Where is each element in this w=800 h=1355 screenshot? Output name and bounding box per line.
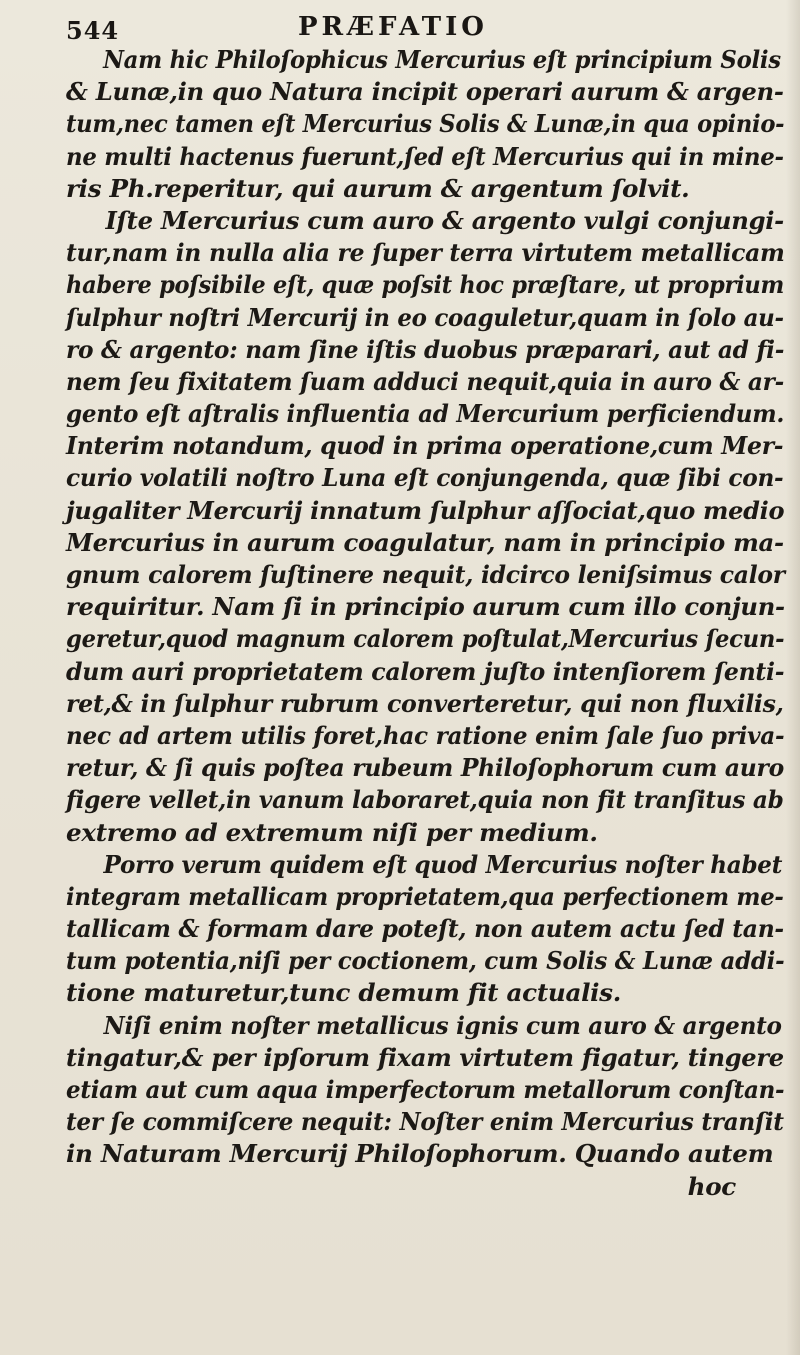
text-line: Porro verum quidem eſt quod Mercurius noſter habet xyxy=(103,849,783,879)
text-line: tione maturetur,tunc demum fit actualis. xyxy=(66,978,621,1008)
text-line: nec ad artem utilis foret,hac ratione enim ſale ſuo priva- xyxy=(66,720,785,750)
text-line: geretur,quod magnum calorem poſtulat,Mercurius ſecun- xyxy=(66,624,785,654)
page-header xyxy=(0,10,800,45)
text-line: extremo ad extremum niſi per medium. xyxy=(66,817,598,847)
text-line: dum auri proprietatem calorem juſto intenſiorem ſenti- xyxy=(66,656,785,686)
text-line: Niſi enim noſter metallicus ignis cum auro & argento xyxy=(103,1010,782,1040)
text-line: & Lunæ,in quo Natura incipit operari aurum & argen- xyxy=(66,77,784,107)
text-line: figere vellet,in vanum laboraret,quia non fit tranſitus ab xyxy=(66,785,784,815)
text-line: ſulphur noſtri Mercurij in eo coaguletur,quam in ſolo au- xyxy=(66,302,784,332)
text-line: Mercurius in aurum coagulatur, nam in principio ma- xyxy=(66,527,784,557)
text-line: ris Ph.reperitur, qui aurum & argentum ſolvit. xyxy=(66,173,690,203)
text-line: tum,nec tamen eſt Mercurius Solis & Lunæ,in qua opinio- xyxy=(66,109,785,139)
text-line: Iſte Mercurius cum auro & argento vulgi conjungi- xyxy=(105,205,784,235)
text-line: jugaliter Mercurij innatum ſulphur aſſociat,quo medio xyxy=(66,495,785,525)
text-line: gnum calorem ſuſtinere nequit, idcirco leniſsimus calor xyxy=(66,560,785,589)
text-line: in Naturam Mercurij Philoſophorum. Quando autem xyxy=(66,1139,774,1169)
text-line: etiam aut cum aqua imperfectorum metallorum conſtan- xyxy=(66,1075,785,1104)
text-line: ro & argento: nam ſine iſtis duobus præparari, aut ad fi- xyxy=(66,334,785,364)
page-number: 544 xyxy=(66,16,120,45)
catchword: hoc xyxy=(687,1171,736,1201)
text-line: gento eſt aſtralis influentia ad Mercurium perficiendum. xyxy=(66,399,785,429)
text-line: nem ſeu fixitatem ſuam adduci nequit,quia in auro & ar- xyxy=(66,366,784,396)
text-line: habere poſsibile eſt, quæ poſsit hoc præſtare, ut proprium xyxy=(66,270,785,300)
text-line: requiritur. Nam ſi in principio aurum cum illo conjun- xyxy=(66,592,785,622)
text-line: Nam hic Philoſophicus Mercurius eſt principium Solis xyxy=(103,45,781,74)
text-line: tallicam & formam dare poteſt, non autem actu ſed tan- xyxy=(66,914,784,944)
text-line: ter ſe commiſcere nequit: Noſter enim Mercurius tranſit xyxy=(66,1107,784,1137)
text-line: ne multi hactenus fuerunt,ſed eſt Mercurius qui in mine- xyxy=(66,141,784,171)
text-line: ret,& in ſulphur rubrum converteretur, qui non fluxilis, xyxy=(66,688,784,718)
text-line: curio volatili noſtro Luna eſt conjungenda, quæ ſibi con- xyxy=(66,463,784,493)
text-line: Interim notandum, quod in prima operatione,cum Mer- xyxy=(66,431,784,461)
text-line: tingatur,& per ipſorum fixam virtutem figatur, tingere xyxy=(66,1042,784,1072)
text-line: integram metallicam proprietatem,qua perfectionem me- xyxy=(66,881,784,911)
body-text xyxy=(66,44,786,1203)
text-line: tum potentia,niſi per coctionem, cum Solis & Lunæ addi- xyxy=(66,946,785,976)
running-head: PRÆFATIO xyxy=(298,12,488,42)
text-line: tur,nam in nulla alia re ſuper terra virtutem metallicam xyxy=(66,238,785,268)
text-line: retur, & ſi quis poſtea rubeum Philoſophorum cum auro xyxy=(66,753,784,783)
